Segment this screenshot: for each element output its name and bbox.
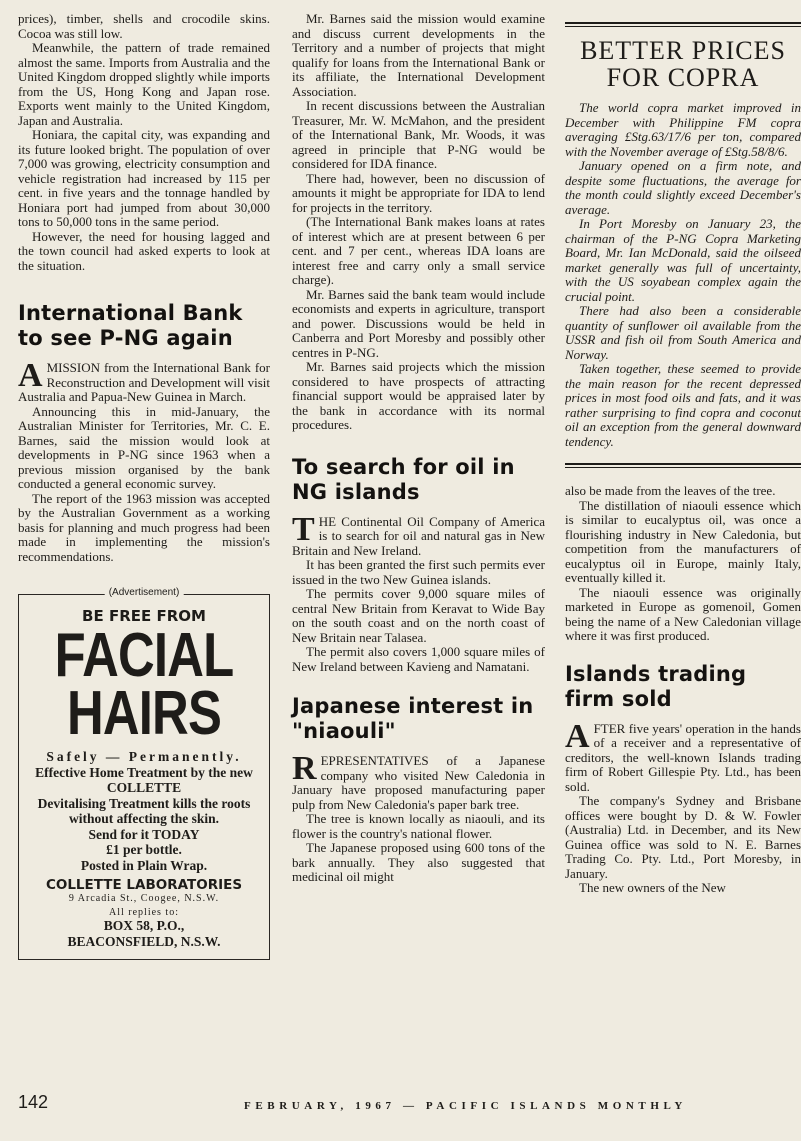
oil-first-paragraph <box>292 510 545 559</box>
copra-paragraph: There had also been a considerable quantity of sunflower oil available from the USSR and fish oil from South America and Norway. <box>565 303 801 362</box>
copra-paragraph: Taken together, these seemed to provide the main reason for the recent depressed prices in most food oils and fats, and it was rather surprising to find copra and coconut oil an exception from the general downward tendency. <box>565 361 801 449</box>
copra-box-body <box>565 101 801 449</box>
drop-cap: A <box>18 357 43 394</box>
ad-big-line-1: FACIAL <box>54 621 234 690</box>
drop-cap: T <box>292 510 315 548</box>
drop-cap: R <box>292 750 317 787</box>
copra-title-line-1: BETTER PRICES <box>580 36 786 65</box>
running-footer: FEBRUARY, 1967 — PACIFIC ISLANDS MONTHLY <box>244 1100 687 1112</box>
ad-big-line-2: HAIRS <box>66 679 222 748</box>
ad-text: £1 per bottle. <box>106 842 182 857</box>
article-paragraph: The Japanese proposed using 600 tons of the bark annually. They also suggested that medicinal oil might <box>292 840 545 884</box>
ad-box: BOX 58, P.O., <box>103 918 185 933</box>
article-paragraph: The permits cover 9,000 square miles of central New Britain from Keravat to Wide Bay on the south coast and on the north coast of New Britain near Talasea. <box>292 586 545 645</box>
article-paragraph: (The International Bank makes loans at rates of interest which are at present between 6 per cent. and 7 per cent., whereas IDA loans are interest free and carry only a small service charge). <box>292 214 545 287</box>
ad-brand: COLLETTE <box>106 780 182 795</box>
advertisement <box>18 587 270 960</box>
ad-town: BEACONSFIELD, N.S.W. <box>67 933 221 949</box>
niaouli-heading: Japanese interest in "niaouli" <box>292 694 534 743</box>
article-paragraph: However, the need for housing lagged and the town council had asked experts to look at the situation. <box>18 228 270 273</box>
ad-tagline: Safely — Permanently. <box>46 749 242 764</box>
ad-company: COLLETTE LABORATORIES <box>45 877 243 893</box>
box-top-rule <box>565 22 801 27</box>
article-paragraph: also be made from the leaves of the tree. <box>565 483 776 498</box>
ad-replies: All replies to: <box>109 907 179 918</box>
article-paragraph: Mr. Barnes said the bank team would include economists and experts in agriculture, transport and power. Discussions would be held in Canberra and Port Moresby and possibly other centres in P-NG. <box>292 286 545 360</box>
drop-cap: A <box>565 717 590 755</box>
column-3 <box>565 12 801 896</box>
ad-headline: BE FREE FROM <box>82 607 206 625</box>
article-paragraph: The niaouli essence was originally marketed in Europe as gomenoil, Gomen being the name of a New Caledonian village where it was first produced. <box>565 584 801 643</box>
bank-heading: International Bank to see P-NG again <box>18 301 243 350</box>
article-paragraph: Announcing this in mid-January, the Australian Minister for Territories, Mr. C. E. Barnes, said the mission would look at developments in P-NG since 1963 when a previous mission organised by the bank conducted a general economic survey. <box>18 403 270 491</box>
ad-address: 9 Arcadia St., Coogee, N.S.W. <box>68 893 220 904</box>
page-number: 142 <box>18 1092 49 1112</box>
ad-text: Devitalising Treatment kills the roots without affecting the skin. <box>37 795 251 826</box>
article-paragraph: Mr. Barnes said the mission would examine and discuss current developments in the Territory and a number of projects that might qualify for loans from the International Bank or its affiliate, the International Development Association. <box>292 11 545 99</box>
article-paragraph: There had, however, been no discussion of amounts it might be appropriate for IDA to lend for projects in the territory. <box>292 170 545 215</box>
article-paragraph: The company's Sydney and Brisbane offices were bought by D. & W. Fowler (Australia) Ltd. in December, and its New Guinea office was sold to N. E. Barnes Trading Co. Pty. Ltd., Port Moresby, in January. <box>565 793 801 881</box>
islands-heading: Islands trading firm sold <box>565 661 747 711</box>
article-paragraph: The new owners of the New <box>579 880 726 895</box>
column-2 <box>292 12 545 885</box>
article-paragraph: In recent discussions between the Australian Treasurer, Mr. W. McMahon, and the president of the International Bank, Mr. Woods, it was agreed in principle that P-NG would be considered for IDA finance. <box>292 98 545 171</box>
box-bottom-rule <box>565 463 801 468</box>
islands-lead-text: FTER five years' operation in the hands of a receiver and a representative of creditors, the well-known Islands trading firm of Robert Gillespie Pty. Ltd., has been sold. <box>565 720 801 794</box>
article-paragraph: Honiara, the capital city, was expanding and its future looked bright. The population of over 7,000 was growing, electricity consumption and vehicle registration had increased by 115 per cent. in five years and the tonnage handled by Honiara port had jumped from about 30,000 tons to 50,000 tons in the same period. <box>18 127 270 229</box>
article-paragraph: It has been granted the first such permits ever issued in the two New Guinea islands. <box>292 557 545 587</box>
copra-title-line-2: FOR COPRA <box>606 63 760 92</box>
column-1 <box>18 12 270 960</box>
copra-paragraph: In Port Moresby on January 23, the chairman of the P-NG Copra Marketing Board, Mr. Ian McDonald, said the oilseed market generally was full of uncertainty, with the US soyabean complex again the crucial point. <box>565 216 801 304</box>
article-paragraph: The tree is known locally as niaouli, and its flower is the country's national flower. <box>292 811 545 841</box>
article-paragraph: prices), timber, shells and crocodile skins. Cocoa was still low. <box>18 11 270 41</box>
copra-paragraph: January opened on a firm note, and despite some fluctuations, the average for the month could slightly exceed December's average. <box>565 158 801 217</box>
ad-text: Effective Home Treatment by the new <box>35 764 253 780</box>
niaouli-first-paragraph <box>292 750 545 812</box>
bank-lead-text: MISSION from the International Bank for Reconstruction and Development will visit Australia and Papua-New Guinea in March. <box>18 360 270 404</box>
niaouli-lead-text: EPRESENTATIVES of a Japanese company who visited New Caledonia in January have proposed manufacturing paper pulp from New Caledonia's paper bark tree. <box>292 753 545 812</box>
article-paragraph: The permit also covers 1,000 square miles of New Ireland between Kavieng and Namatani. <box>292 644 545 674</box>
article-paragraph: The report of the 1963 mission was accepted by the Australian Government as a working basis for planning and much progress had been made in implementing the mission's recommendations. <box>18 490 270 564</box>
oil-heading: To search for oil in NG islands <box>292 454 515 504</box>
article-paragraph: Mr. Barnes said projects which the mission considered to have prospects of attracting financial support would be appraised later by the bank in accordance with its normal procedures. <box>292 359 545 432</box>
oil-lead-text: HE Continental Oil Company of America is to search for oil and natural gas in New Britain and New Ireland. <box>292 513 545 558</box>
ad-body <box>27 749 261 873</box>
bank-first-paragraph <box>18 357 270 405</box>
islands-first-paragraph <box>565 717 801 795</box>
copra-paragraph: The world copra market improved in December with Philippine FM copra averaging £Stg.63/17/6 per ton, compared with the November average of £Stg.58/8/6. <box>565 100 801 159</box>
article-paragraph: Meanwhile, the pattern of trade remained almost the same. Imports from Australia and the United Kingdom dropped slightly while imports from the US, Hong Kong and Japan rose. Exports went mainly to the United Kingdom, Japan and Australia. <box>18 40 270 128</box>
copra-box-title <box>565 37 801 91</box>
ad-tag: (Advertisement) <box>105 587 184 598</box>
ad-text: Send for it TODAY <box>88 826 200 842</box>
article-paragraph: The distillation of niaouli essence which is similar to eucalyptus oil, was once a flourishing industry in New Caledonia, but competition from the manufacturers of eucalyptus oil in Europe, mainly Italy, eventually killed it. <box>565 497 801 585</box>
ad-text: Posted in Plain Wrap. <box>80 857 208 873</box>
